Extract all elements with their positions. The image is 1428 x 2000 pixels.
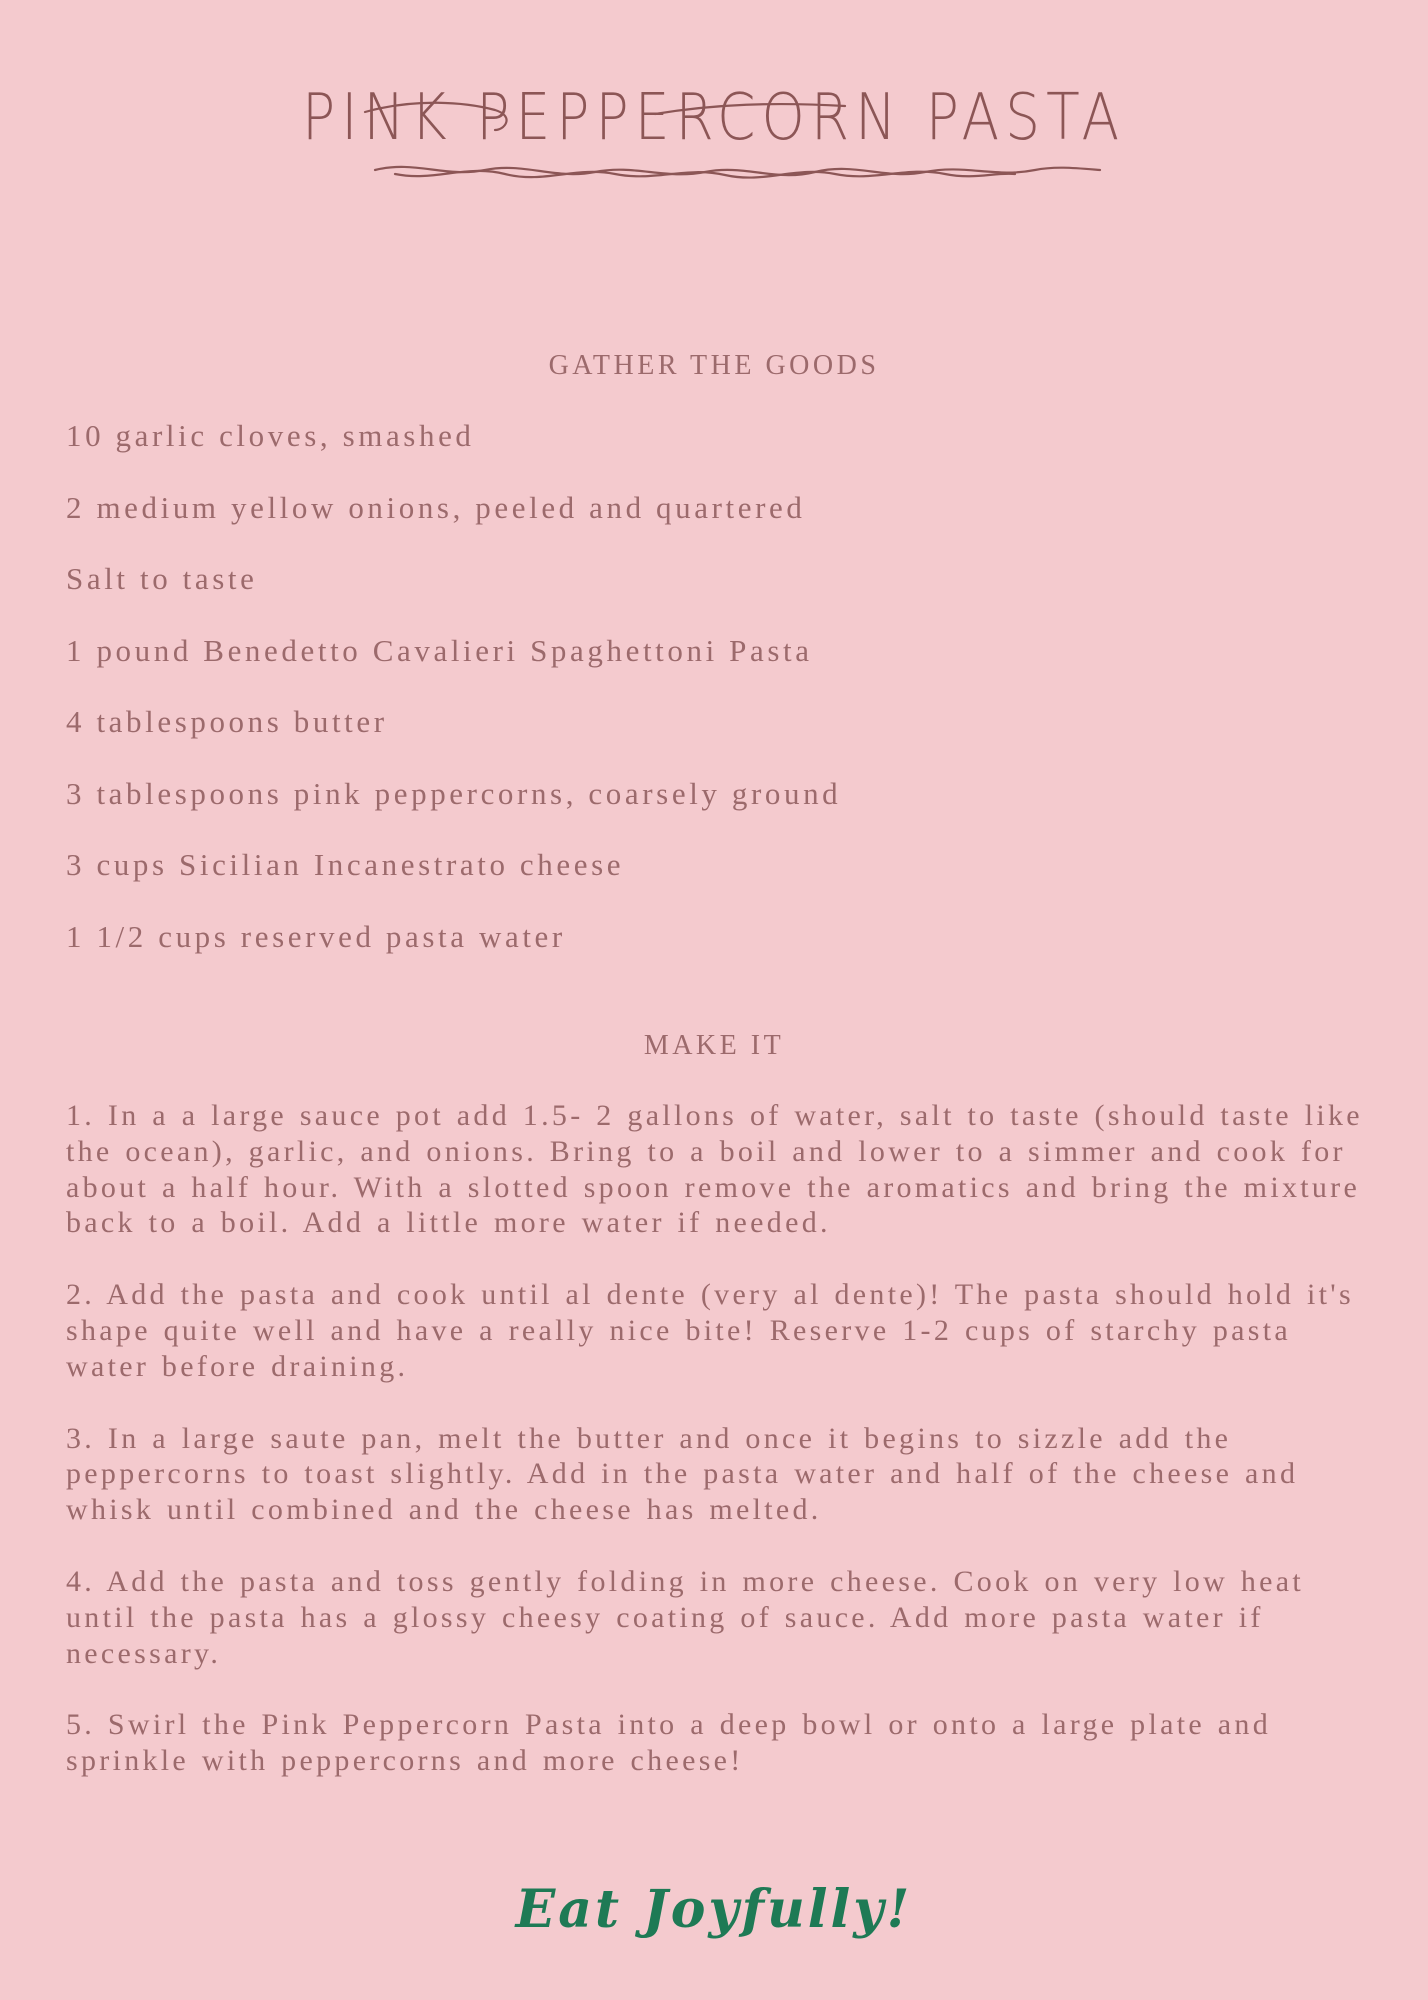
ingredient-item: 1 pound Benedetto Cavalieri Spaghettoni Pasta — [66, 632, 813, 668]
ingredients-heading: GATHER THE GOODS — [548, 350, 880, 381]
method-step: 4. Add the pasta and toss gently folding in more cheese. Cook on very low heat until the pasta has a glossy cheesy coating of sauce. Add more pasta water if necessary. — [66, 1564, 1305, 1670]
method-step: 1. In a a large sauce pot add 1.5- 2 gallons of water, salt to taste (should taste like the ocean), garlic, and onions. Bring to a boil and lower to a simmer and cook for about a half hour. With a slotted spoon remove the aromatics and bring the mixture back to a boil. Add a little more water if needed. — [66, 1099, 1363, 1240]
ingredient-item: Salt to taste — [66, 561, 258, 596]
sign-off: Eat Joyfully! — [515, 1879, 913, 1940]
ingredient-item: 3 tablespoons pink peppercorns, coarsely ground — [66, 775, 842, 811]
ingredient-item: 1 1/2 cups reserved pasta water — [66, 918, 566, 954]
method-steps — [66, 1098, 1366, 1815]
method-step: 2. Add the pasta and cook until al dente (very al dente)! The pasta should hold it's shape quite well and have a really nice bite! Reserve 1-2 cups of starchy pasta water before draining. — [66, 1278, 1354, 1383]
method-step: 3. In a large saute pan, melt the butter and once it begins to sizzle add the peppercorns to toast slightly. Add in the pasta water and half of the cheese and whisk until combined and the cheese has melted. — [66, 1421, 1299, 1527]
ingredient-item: 10 garlic cloves, smashed — [66, 418, 475, 453]
method-step: 5. Swirl the Pink Peppercorn Pasta into a deep bowl or onto a large plate and sprinkle with peppercorns and more cheese! — [66, 1708, 1272, 1778]
recipe-title: PINK PEPPERCORN PASTA — [302, 81, 1126, 155]
ingredient-item: 4 tablespoons butter — [66, 704, 388, 739]
method-heading: MAKE IT — [643, 1030, 785, 1061]
ingredient-item: 2 medium yellow onions, peeled and quartered — [66, 489, 806, 525]
ingredient-item: 3 cups Sicilian Incanestrato cheese — [66, 847, 625, 882]
ingredients-list — [66, 420, 841, 992]
title-swash-decoration — [355, 100, 1105, 190]
